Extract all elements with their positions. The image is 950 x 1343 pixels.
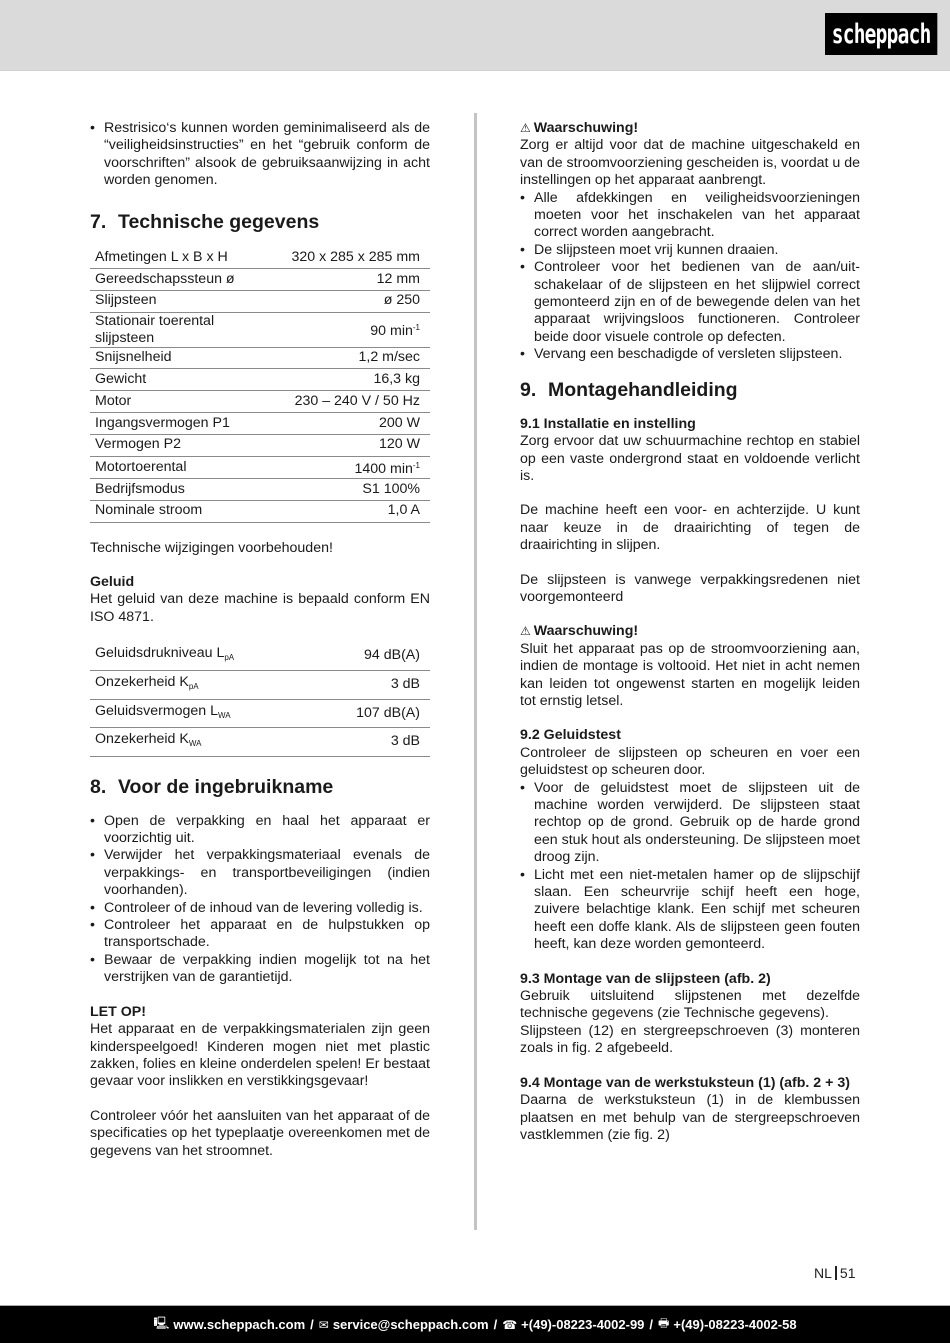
page-number: NL 51 bbox=[814, 1265, 856, 1281]
warning-heading: ⚠ Waarschuwing! bbox=[520, 623, 639, 640]
paragraph: Slijpsteen (12) en stergreepschroeven (3) monteren zoals in fig. 2 afgebeeld. bbox=[520, 1022, 860, 1057]
spec-label: Ingangsvermogen P1 bbox=[90, 412, 286, 434]
spec-value: 90 $\min^{-1}$ bbox=[286, 312, 430, 347]
page-footer bbox=[0, 1305, 950, 1343]
spec-label: Motortoerental bbox=[90, 456, 286, 478]
noise-label: Geluidsvermogen $L_{WA}$ bbox=[90, 699, 315, 728]
spec-value: ø 250 bbox=[286, 290, 430, 312]
spec-row bbox=[90, 312, 430, 347]
spec-value: 12 mm bbox=[286, 268, 430, 290]
footer-separator: / bbox=[493, 1317, 498, 1332]
spec-value: 200 W bbox=[286, 412, 430, 434]
spec-row bbox=[90, 290, 430, 312]
spec-row bbox=[90, 500, 430, 522]
brand-logo: scheppach bbox=[825, 13, 937, 55]
closing-text: Controleer vóór het aansluiten van het apparaat of de specificaties op het typeplaatje overeenkomen met de gegevens van het stroomnet. bbox=[90, 1107, 430, 1159]
page-header bbox=[0, 0, 950, 71]
noise-label: Onzekerheid $K_{pA}$ bbox=[90, 671, 315, 700]
spec-value: S1 100% bbox=[286, 478, 430, 500]
noise-label: Geluidsdrukniveau $L_{pA}$ bbox=[90, 642, 315, 671]
list-item: • Bewaar de verpakking indien mogelijk tot na het verstrijken van de garantietijd. bbox=[90, 952, 430, 987]
right-column bbox=[520, 120, 860, 1144]
list-item: • Restrisico‘s kunnen worden geminimaliseerd als de “veiligheidsinstructies” en het “gebruik conform de voorschriften” alsook de gebruiksaanwijzing in acht worden genomen. bbox=[90, 120, 430, 190]
subsection-heading-9-4: 9.4 Montage van de werkstuksteun (1) (afb. 2 + 3) bbox=[520, 1074, 850, 1091]
list-item: • Vervang een beschadigde of versleten slijpsteen. bbox=[520, 346, 860, 363]
geluidstest-list bbox=[520, 780, 860, 954]
warning-icon: ⚠ bbox=[520, 121, 531, 135]
spec-row bbox=[90, 456, 430, 478]
footer-fax: +(49)-08223-4002-58 bbox=[673, 1317, 797, 1332]
paragraph: De machine heeft een voor- en achterzijde. U kunt naar keuze in de draairichting of tegen de draairichting in slijpen. bbox=[520, 502, 860, 554]
noise-text: Het geluid van deze machine is bepaald conform EN ISO 4871. bbox=[90, 591, 430, 625]
section-heading-9: 9. Montagehandleiding bbox=[520, 378, 738, 401]
noise-heading: Geluid bbox=[90, 573, 135, 590]
list-item: • Controleer of de inhoud van de levering volledig is. bbox=[90, 900, 430, 917]
warning-list bbox=[520, 190, 860, 364]
noise-table bbox=[90, 642, 430, 757]
spec-row bbox=[90, 369, 430, 391]
paragraph: Controleer de slijpsteen op scheuren en voer een geluidstest op scheuren door. bbox=[520, 744, 860, 779]
spec-label: Afmetingen L x B x H bbox=[90, 247, 286, 269]
list-item: • Alle afdekkingen en veiligheidsvoorzieningen moeten voor het inschakelen van het apparaat correct worden aangebracht. bbox=[520, 190, 860, 242]
subsection-heading-9-1: 9.1 Installatie en instelling bbox=[520, 415, 696, 432]
letop-text: Het apparaat en de verpakkingsmaterialen zijn geen kinderspeelgoed! Kinderen mogen niet met plastic zakken, folies en kleine onderdelen spelen! Er bestaat gevaar voor inslikken en verstikkingsgevaar! bbox=[90, 1021, 430, 1090]
spec-row bbox=[90, 412, 430, 434]
spec-label: Motor bbox=[90, 391, 286, 413]
spec-label: Vermogen P2 bbox=[90, 434, 286, 456]
subsection-heading-9-2: 9.2 Geluidstest bbox=[520, 727, 621, 744]
section8-list bbox=[90, 813, 430, 987]
spec-value: 1,0 A bbox=[286, 500, 430, 522]
spec-value: 120 W bbox=[286, 434, 430, 456]
spec-row bbox=[90, 434, 430, 456]
list-item: • Licht met een niet-metalen hamer op de slijpschijf slaan. Een scheurvrije schijf heeft een hoge, zuivere belachtige klank. Een schijf met scheuren heeft een doffe klank. Als de slijpsteen geen fouten heeft, kan deze worden gemonteerd. bbox=[520, 867, 860, 954]
noise-row bbox=[90, 671, 430, 700]
warning-heading: ⚠ Waarschuwing! bbox=[520, 120, 639, 136]
spec-label: Slijpsteen bbox=[90, 290, 286, 312]
section-heading-7: 7. Technische gegevens bbox=[90, 210, 320, 233]
noise-value: 94 dB(A) bbox=[315, 642, 430, 671]
phone-icon: ☎ bbox=[502, 1317, 518, 1332]
fax-icon: 🖶 bbox=[658, 1316, 670, 1330]
footer-separator: / bbox=[310, 1317, 314, 1332]
list-item: • Controleer het apparaat en de hulpstukken op transportschade. bbox=[90, 917, 430, 952]
spec-value: 1400 $\min^{-1}$ bbox=[286, 456, 430, 478]
warning-text: Zorg er altijd voor dat de machine uitgeschakeld en van de stroomvoorziening gescheiden is, voordat u de instellingen op het apparaat aanbrengt. bbox=[520, 137, 860, 189]
footer-website[interactable]: www.scheppach.com bbox=[173, 1317, 306, 1332]
column-divider bbox=[474, 113, 477, 1230]
spec-label: Snijsnelheid bbox=[90, 347, 286, 369]
warning-text: Sluit het apparaat pas op de stroomvoorziening aan, indien de montage is voltooid. Het niet in acht nemen kan leiden tot ongewenst starten en mogelijk leiden tot ernstig letsel. bbox=[520, 640, 860, 709]
letop-heading: LET OP! bbox=[90, 1003, 146, 1020]
left-column bbox=[90, 120, 430, 1160]
paragraph: Daarna de werkstuksteun (1) in de klembussen plaatsen en met behulp van de stergreepschroeven vastklemmen (zie fig. 2) bbox=[520, 1092, 860, 1143]
list-item: • De slijpsteen moet vrij kunnen draaien. bbox=[520, 242, 860, 259]
noise-value: 107 dB(A) bbox=[315, 699, 430, 728]
spec-row bbox=[90, 268, 430, 290]
noise-value: 3 dB bbox=[315, 671, 430, 700]
list-item: • Verwijder het verpakkingsmateriaal evenals de verpakkings- en transportbeveiligingen (indien voorhanden). bbox=[90, 847, 430, 899]
list-item: • Controleer voor het bedienen van de aan/uit-schakelaar of de slijpsteen en het slijpwiel correct gemonteerd zijn en of de bewegende delen van het apparaat wrijvingsloos functioneren. Controleer beide door visuele controle op defecten. bbox=[520, 259, 860, 346]
spec-value: 320 x 285 x 285 mm bbox=[286, 247, 430, 269]
list-item: • Open de verpakking en haal het apparaat er voorzichtig uit. bbox=[90, 813, 430, 848]
email-icon: ✉ bbox=[318, 1317, 329, 1332]
footer-email[interactable]: service@scheppach.com bbox=[332, 1317, 489, 1332]
spec-label: Gewicht bbox=[90, 369, 286, 391]
noise-row bbox=[90, 728, 430, 757]
spec-value: 230 – 240 V / 50 Hz bbox=[286, 391, 430, 413]
noise-label: Onzekerheid $K_{WA}$ bbox=[90, 728, 315, 757]
tech-note: Technische wijzigingen voorbehouden! bbox=[90, 539, 333, 556]
intro-list bbox=[90, 120, 430, 190]
spec-label: Gereedschapssteun ø bbox=[90, 268, 286, 290]
spec-label: Stationair toerental slijpsteen bbox=[90, 312, 286, 347]
spec-row bbox=[90, 478, 430, 500]
paragraph: De slijpsteen is vanwege verpakkingsredenen niet voorgemonteerd bbox=[520, 571, 860, 605]
spec-label: Nominale stroom bbox=[90, 500, 286, 522]
spec-table bbox=[90, 247, 430, 523]
spec-row bbox=[90, 391, 430, 413]
paragraph: Zorg ervoor dat uw schuurmachine rechtop en stabiel op een vaste ondergrond staat en voldoende verlicht is. bbox=[520, 433, 860, 484]
spec-value: 1,2 m/sec bbox=[286, 347, 430, 369]
section-heading-8: 8. Voor de ingebruikname bbox=[90, 775, 334, 798]
spec-row bbox=[90, 247, 430, 269]
noise-row bbox=[90, 699, 430, 728]
page-number-separator bbox=[835, 1266, 837, 1280]
subsection-heading-9-3: 9.3 Montage van de slijpsteen (afb. 2) bbox=[520, 970, 771, 987]
footer-phone: +(49)-08223-4002-99 bbox=[521, 1317, 645, 1332]
footer-separator: / bbox=[649, 1317, 654, 1332]
spec-row bbox=[90, 347, 430, 369]
paragraph: Gebruik uitsluitend slijpstenen met dezelfde technische gegevens (zie Technische gegevens). bbox=[520, 988, 860, 1022]
noise-row bbox=[90, 642, 430, 671]
spec-label: Bedrijfsmodus bbox=[90, 478, 286, 500]
computer-icon: 🖳 bbox=[153, 1316, 170, 1330]
spec-value: 16,3 kg bbox=[286, 369, 430, 391]
warning-icon: ⚠ bbox=[520, 624, 531, 639]
noise-value: 3 dB bbox=[315, 728, 430, 757]
list-item: • Voor de geluidstest moet de slijpsteen uit de machine worden verwijderd. De slijpsteen staat rechtop op de grond. Gebruik op de harde grond een stuk hout als ondersteuning. De slijpsteen moet droog zijn. bbox=[520, 780, 860, 867]
